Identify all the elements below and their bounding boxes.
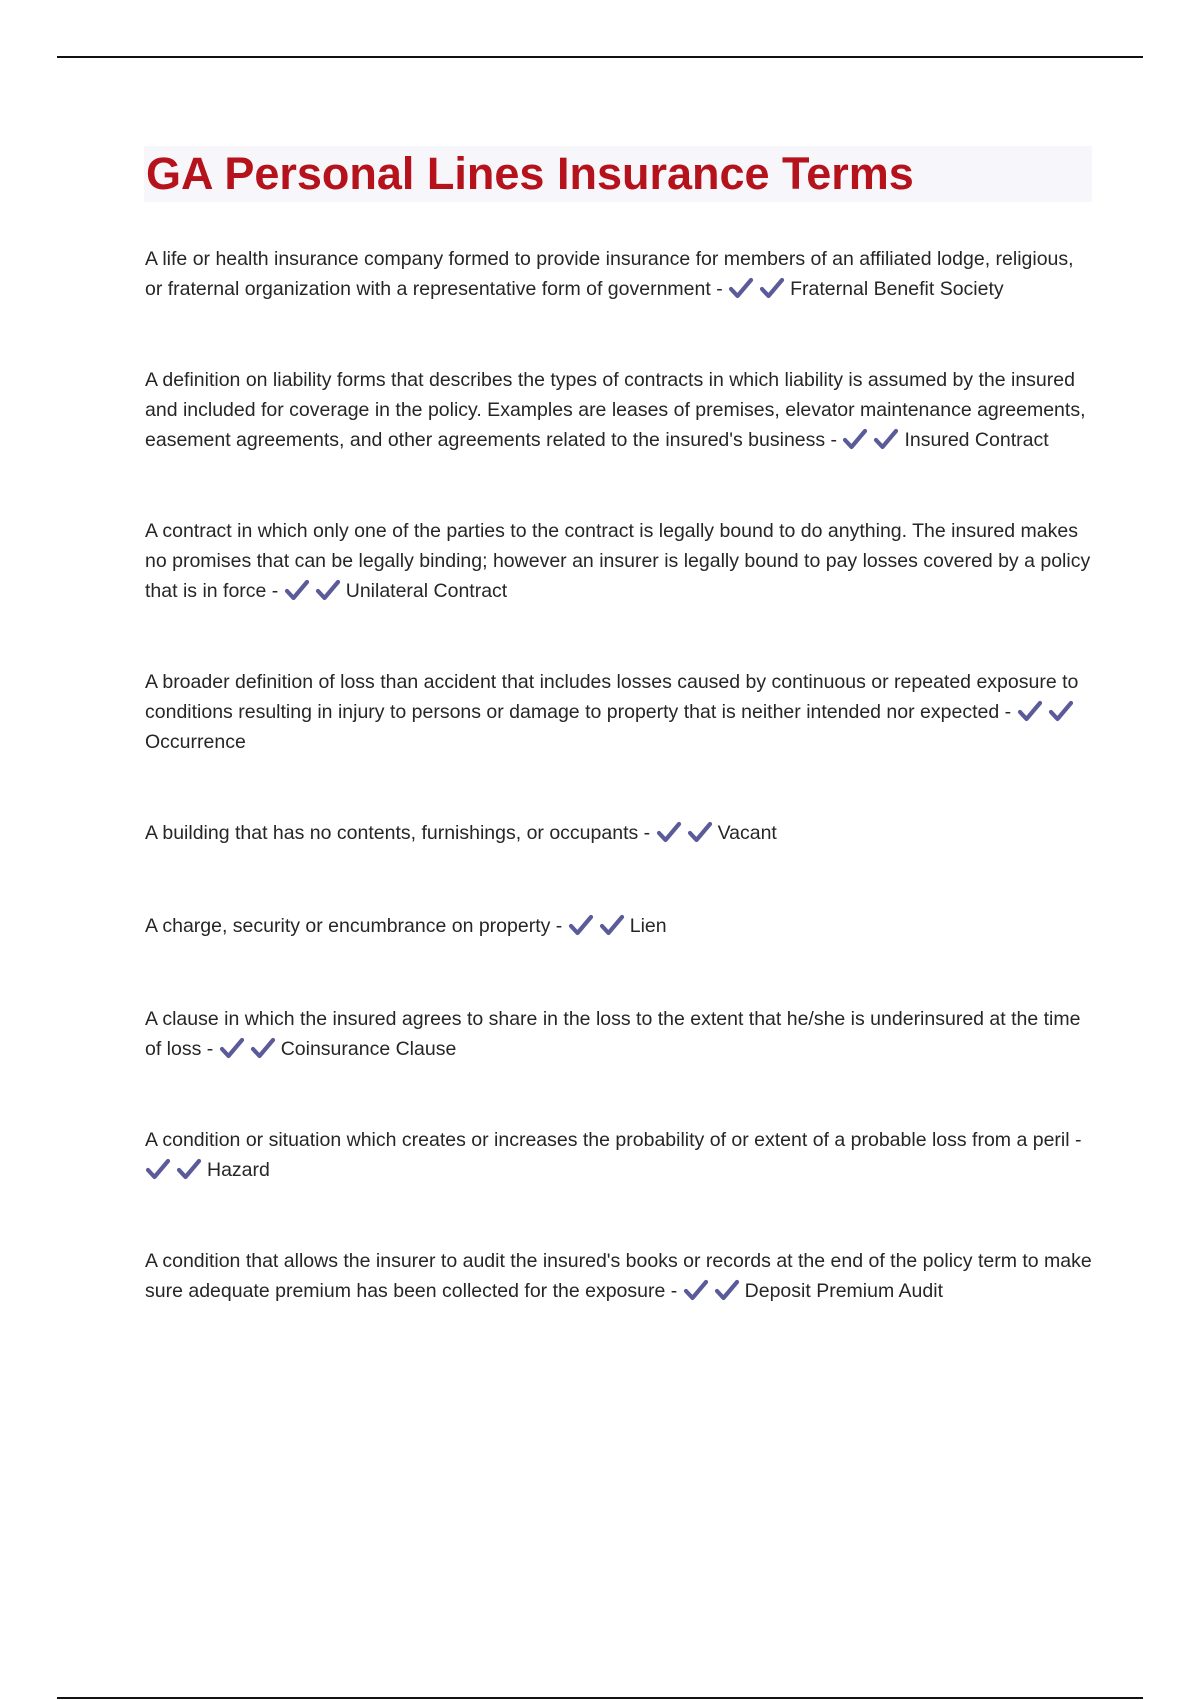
checkmark-icon: [1017, 700, 1043, 722]
checkmark-icon: [250, 1037, 276, 1059]
term-answer: Fraternal Benefit Society: [790, 278, 1004, 300]
term-answer: Vacant: [717, 822, 777, 844]
title-banner: [144, 146, 1092, 202]
checkmark-icon: [1048, 700, 1074, 722]
term-entry: [145, 516, 1095, 606]
checkmark-icon: [315, 579, 341, 601]
checkmark-icon: [842, 428, 868, 450]
checkmark-icon: [568, 914, 594, 936]
term-answer: Coinsurance Clause: [280, 1038, 457, 1060]
term-definition: A broader definition of loss than accident that includes losses caused by continuous or repeated exposure to conditions resulting in injury to persons or damage to property that is neither intended nor expected -: [145, 671, 1079, 723]
top-rule: [57, 56, 1143, 58]
checkmark-icon: [728, 277, 754, 299]
term-entry: [145, 818, 1095, 848]
checkmark-icon: [759, 277, 785, 299]
term-definition: A condition or situation which creates or increases the probability of or extent of a probable loss from a peril -: [145, 1129, 1082, 1151]
term-definition: A life or health insurance company formed to provide insurance for members of an affiliated lodge, religious, or fraternal organization with a representative form of government -: [145, 248, 1074, 300]
checkmark-icon: [714, 1279, 740, 1301]
term-answer: Lien: [629, 915, 667, 937]
term-definition: A contract in which only one of the parties to the contract is legally bound to do anything. The insured makes no promises that can be legally binding; however an insurer is legally bound to pay losses covered by a policy that is in force -: [145, 520, 1091, 602]
term-entry: [145, 1004, 1095, 1064]
term-entry: [145, 365, 1095, 455]
term-entry: [145, 667, 1095, 757]
term-answer: Insured Contract: [904, 429, 1049, 451]
term-definition: A condition that allows the insurer to audit the insured's books or records at the end of the policy term to make sure adequate premium has been collected for the exposure -: [145, 1250, 1092, 1302]
checkmark-icon: [687, 821, 713, 843]
term-answer: Deposit Premium Audit: [744, 1280, 943, 1302]
term-answer: Hazard: [207, 1159, 270, 1181]
term-answer: Occurrence: [145, 731, 246, 753]
term-list: [145, 244, 1095, 1367]
page-title: GA Personal Lines Insurance Terms: [146, 148, 914, 199]
bottom-rule: [57, 1697, 1143, 1699]
term-entry: [145, 1125, 1095, 1185]
checkmark-icon: [873, 428, 899, 450]
checkmark-icon: [219, 1037, 245, 1059]
term-definition: A clause in which the insured agrees to share in the loss to the extent that he/she is underinsured at the time of loss -: [145, 1008, 1081, 1060]
term-definition: A charge, security or encumbrance on property -: [145, 915, 563, 937]
checkmark-icon: [145, 1158, 171, 1180]
term-entry: [145, 911, 1095, 941]
checkmark-icon: [656, 821, 682, 843]
term-entry: [145, 1246, 1095, 1306]
term-answer: Unilateral Contract: [345, 580, 508, 602]
term-entry: [145, 244, 1095, 304]
term-definition: A definition on liability forms that describes the types of contracts in which liability is assumed by the insured and included for coverage in the policy. Examples are leases of premises, elevator maintenance agreements, easement agreements, and other agreements related to the insured's business -: [145, 369, 1086, 451]
checkmark-icon: [176, 1158, 202, 1180]
checkmark-icon: [599, 914, 625, 936]
term-definition: A building that has no contents, furnishings, or occupants -: [145, 822, 651, 844]
checkmark-icon: [284, 579, 310, 601]
checkmark-icon: [683, 1279, 709, 1301]
